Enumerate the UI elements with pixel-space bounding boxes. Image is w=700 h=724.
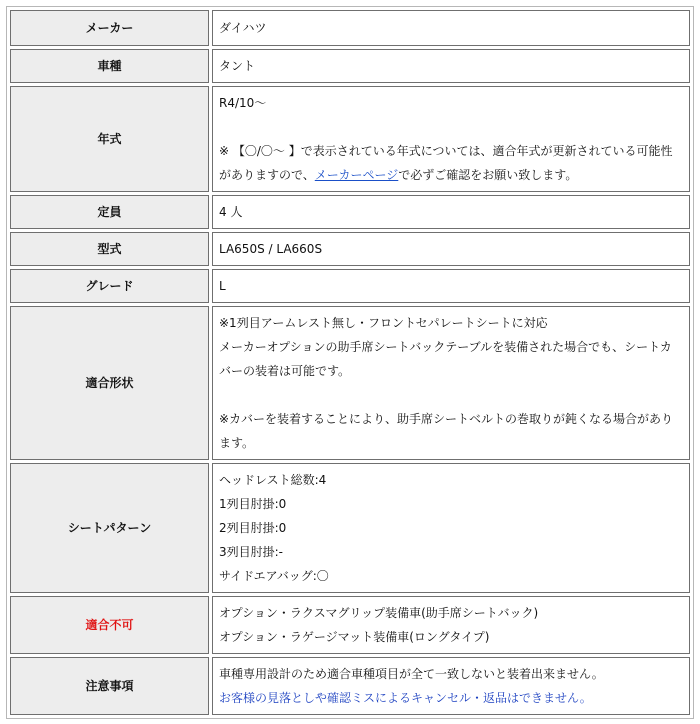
year-label: 年式 xyxy=(10,86,209,192)
pattern-label: シートパターン xyxy=(10,463,209,593)
fit-label: 適合形状 xyxy=(10,306,209,460)
table-row xyxy=(10,596,690,654)
table-row xyxy=(10,306,690,460)
spacer xyxy=(219,115,683,139)
table-row xyxy=(10,10,690,46)
maker-value: ダイハツ xyxy=(212,10,690,46)
table-row xyxy=(10,463,690,593)
spec-table-wrapper xyxy=(6,6,694,719)
table-row xyxy=(10,232,690,266)
pattern-line: 2列目肘掛:0 xyxy=(219,521,287,535)
capacity-label: 定員 xyxy=(10,195,209,229)
ng-cell xyxy=(212,596,690,654)
pattern-line: ヘッドレスト総数:4 xyxy=(219,473,327,487)
pattern-cell xyxy=(212,463,690,593)
fit-line: メーカーオプションの助手席シートバックテーブルを装備された場合でも、シートカバーの装着は可能です。 xyxy=(219,340,672,378)
ng-label: 適合不可 xyxy=(10,596,209,654)
fit-line: ※カバーを装着することにより、助手席シートベルトの巻取りが鈍くなる場合があります。 xyxy=(219,412,674,450)
notes-warning: お客様の見落としや確認ミスによるキャンセル・返品はできません。 xyxy=(219,691,592,705)
pattern-line: 1列目肘掛:0 xyxy=(219,497,287,511)
year-cell xyxy=(212,86,690,192)
table-row xyxy=(10,49,690,83)
type-label: 型式 xyxy=(10,232,209,266)
fit-cell xyxy=(212,306,690,460)
ng-line: オプション・ラゲージマット装備車(ロングタイプ) xyxy=(219,630,490,644)
notes-line: 車種専用設計のため適合車種項目が全て一致しないと装着出来ません。 xyxy=(219,667,604,681)
notes-cell xyxy=(212,657,690,715)
grade-label: グレード xyxy=(10,269,209,303)
year-note-text: ※ 【〇/〇～ 】で表示されている年式については、適合年式が更新されている可能性がありますので、 xyxy=(219,144,673,182)
notes-label: 注意事項 xyxy=(10,657,209,715)
type-value: LA650S / LA660S xyxy=(212,232,690,266)
year-note-text-end: で必ずご確認をお願い致します。 xyxy=(398,168,578,182)
model-label: 車種 xyxy=(10,49,209,83)
year-note xyxy=(219,139,683,187)
maker-page-link[interactable]: メーカーページ xyxy=(314,168,399,182)
table-row xyxy=(10,195,690,229)
table-row xyxy=(10,269,690,303)
vehicle-spec-table xyxy=(6,6,694,719)
table-row xyxy=(10,657,690,715)
pattern-line: サイドエアバッグ:〇 xyxy=(219,569,329,583)
fit-line: ※1列目アームレスト無し・フロントセパレートシートに対応 xyxy=(219,316,548,330)
pattern-line: 3列目肘掛:- xyxy=(219,545,284,559)
ng-line: オプション・ラクスマグリップ装備車(助手席シートバック) xyxy=(219,606,539,620)
model-value: タント xyxy=(212,49,690,83)
spacer xyxy=(219,383,683,407)
table-row xyxy=(10,86,690,192)
capacity-value: 4 人 xyxy=(212,195,690,229)
maker-label: メーカー xyxy=(10,10,209,46)
grade-value: L xyxy=(212,269,690,303)
year-value: R4/10～ xyxy=(219,96,267,110)
